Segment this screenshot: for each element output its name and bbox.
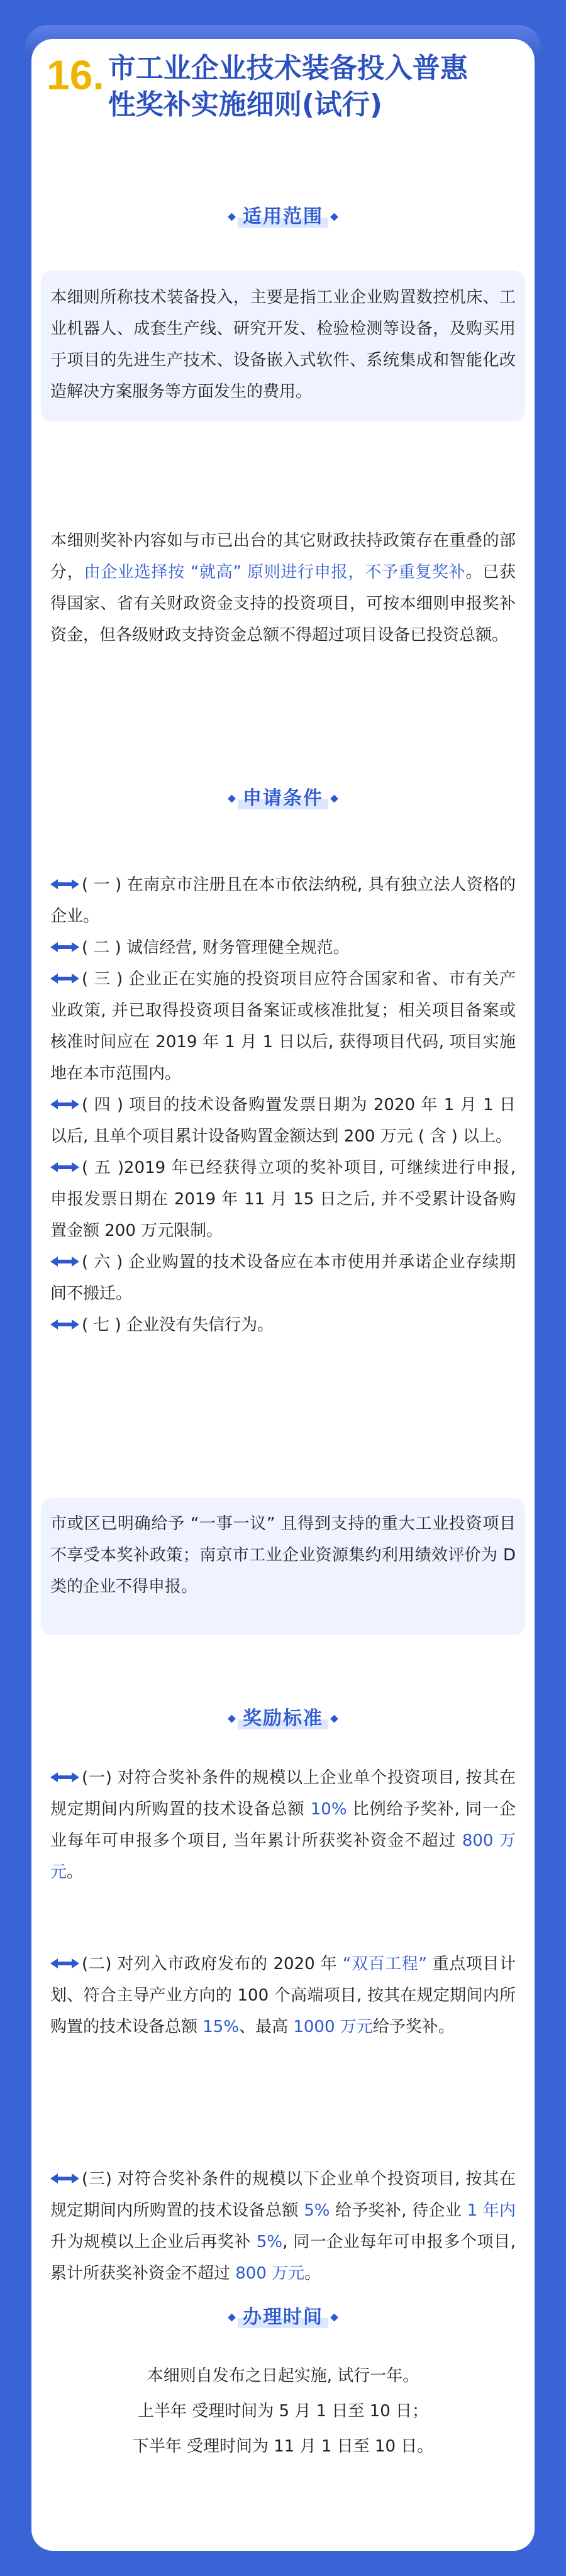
conditions-box-text: 市或区已明确给予 “一事一议” 且得到支持的重大工业投资项目不享受本奖补政策；南京市工业企业资源集约利用绩效评价为 D 类的企业不得申报。	[50, 1514, 516, 1596]
page-title	[47, 50, 474, 123]
time-line-3: 下半年 受理时间为 11 月 1 日至 10 日。	[132, 2437, 434, 2456]
list-item: ( 二 ) 诚信经营, 财务管理健全规范。	[50, 932, 516, 963]
title-text	[108, 50, 468, 123]
scope-p2-b: 。已获得国家、省有关财政资金支持的投资项目，可按本细则申报奖补资金，但各级财政支持资金总额不得超过项目设备已投资总额。	[50, 563, 516, 645]
title-number: 16.	[47, 52, 104, 98]
reward-item-3: (三) 对符合奖补条件的规模以下企业单个投资项目, 按其在规定期间内所购置的技术设备总额 5% 给予奖补, 待企业 1 年内升为规模以上企业后再奖补 5%, 同一企业每年可申报多个项目, 累计所获奖补资金不超过 800 万元。	[50, 2170, 516, 2283]
title-line-1: 市工业企业技术装备投入普惠	[108, 52, 468, 84]
list-item: ( 五 )2019 年已经获得立项的奖补项目, 可继续进行申报, 申报发票日期在 2019 年 11 月 15 日之后, 并不受累计设备购置金额 200 万元限制。	[50, 1158, 516, 1240]
double-arrow-icon	[50, 879, 79, 889]
section-heading-reward	[0, 1703, 566, 1735]
reward-item-1: (一) 对符合奖补条件的规模以上企业单个投资项目, 按其在规定期间内所购置的技术设备总额 10% 比例给予奖补, 同一企业每年可申报多个项目, 当年累计所获奖补资金不超过 800 万元。	[50, 1768, 516, 1882]
list-item: ( 六 ) 企业购置的技术设备应在本市使用并承诺企业存续期间不搬迁。	[50, 1253, 516, 1303]
section-title: 奖励标准	[243, 1707, 323, 1729]
title-line-2: 性奖补实施细则(试行)	[108, 89, 382, 121]
double-arrow-icon	[50, 1162, 79, 1172]
section-title: 适用范围	[243, 206, 323, 228]
double-arrow-icon	[50, 1099, 79, 1109]
double-arrow-icon	[50, 1257, 79, 1267]
reward-item-2: (二) 对列入市政府发布的 2020 年 “双百工程” 重点项目计划、符合主导产业方向的 100 个高端项目, 按其在规定期间内所购置的技术设备总额 15%、最高 1000 万元给予奖补。	[50, 1955, 516, 2036]
list-item: ( 四 ) 项目的技术设备购置发票日期为 2020 年 1 月 1 日 以后, 且单个项目累计设备购置金额达到 200 万元 ( 含 ) 以上。	[50, 1096, 516, 1146]
scope-box-text: 本细则所称技术装备投入，主要是指工业企业购置数控机床、工业机器人、成套生产线、研究开发、检验检测等设备，及购买用于项目的先进生产技术、设备嵌入式软件、系统集成和智能化改造解决方案服务等方面发生的费用。	[50, 288, 516, 401]
double-arrow-icon	[50, 1772, 79, 1782]
section-heading-conditions	[0, 783, 566, 814]
double-arrow-icon	[50, 942, 79, 952]
double-arrow-icon	[50, 1958, 79, 1968]
double-arrow-icon	[50, 974, 79, 984]
time-text	[50, 2358, 516, 2464]
list-item: ( 七 ) 企业没有失信行为。	[50, 1309, 516, 1341]
list-item: ( 三 ) 企业正在实施的投资项目应符合国家和省、市有关产业政策, 并已取得投资项目备案证或核准批复；相关项目备案或核准时间应在 2019 年 1 月 1 日以后, 获得项目代码, 项目实施地在本市范围内。	[50, 970, 516, 1083]
section-heading-scope	[0, 201, 566, 233]
double-arrow-icon	[50, 2174, 79, 2184]
section-title: 办理时间	[243, 2306, 323, 2328]
double-arrow-icon	[50, 1319, 79, 1330]
conditions-list	[50, 869, 516, 1341]
time-line-1: 本细则自发布之日起实施, 试行一年。	[147, 2367, 419, 2385]
section-heading-time	[0, 2302, 566, 2333]
list-item: ( 一 ) 在南京市注册且在本市依法纳税, 具有独立法人资格的企业。	[50, 875, 516, 926]
scope-paragraph	[50, 525, 516, 651]
section-title: 申请条件	[243, 787, 323, 809]
scope-p2-a: 本细则奖补内容如与市已出台的其它财政扶持政策存在重叠的部分，	[50, 531, 516, 582]
scope-p2-highlight: 由企业选择按 “就高” 原则进行申报，不予重复奖补	[84, 563, 466, 582]
time-line-2: 上半年 受理时间为 5 月 1 日至 10 日；	[137, 2402, 429, 2421]
